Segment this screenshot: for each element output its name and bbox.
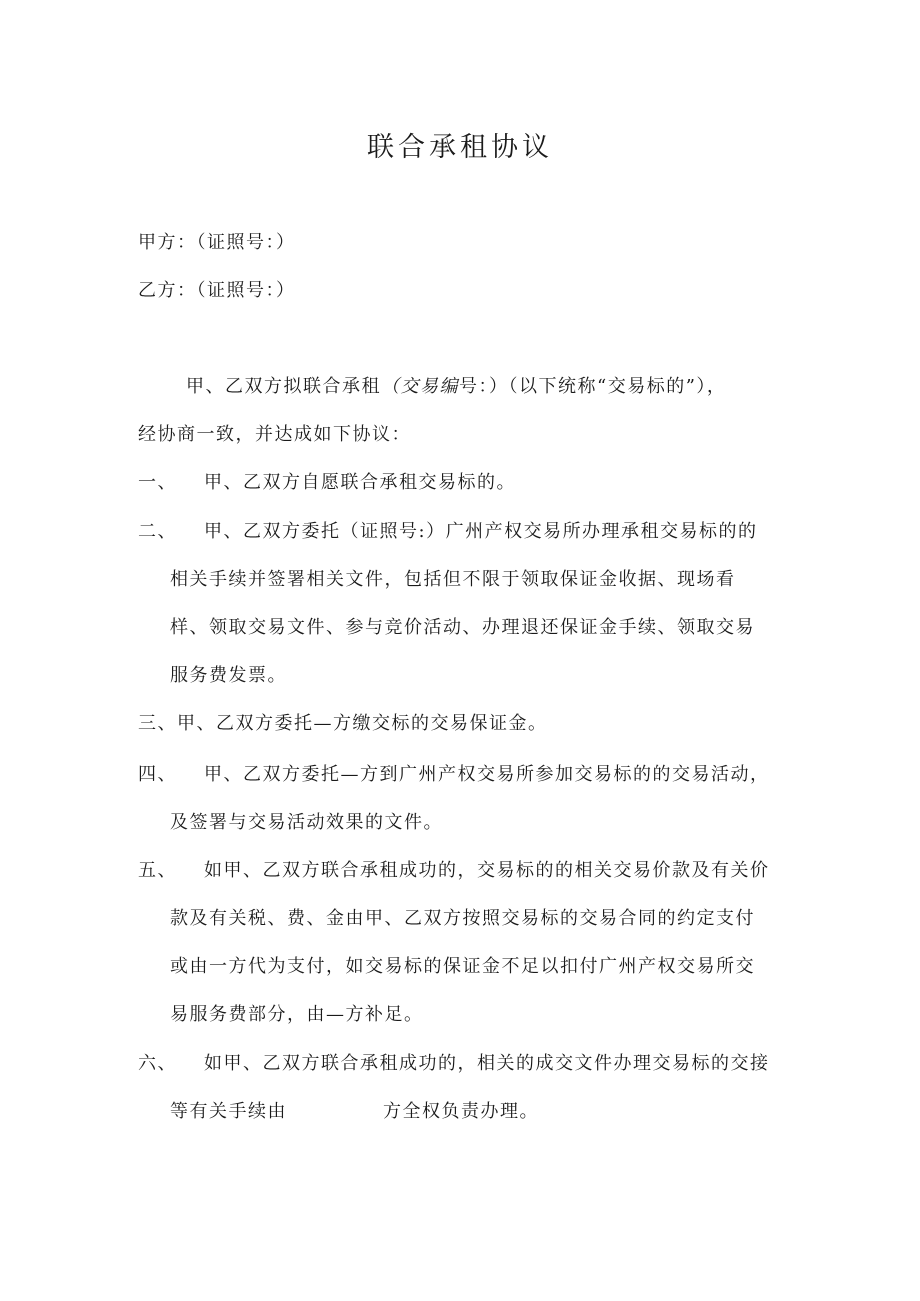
clause-3 xyxy=(138,710,548,738)
clause-text: 如甲、乙双方联合承租成功的，交易标的的相关交易价款及有关价 xyxy=(204,860,770,881)
clause-text-before-blank: 等有关手续由 xyxy=(170,1101,287,1122)
clause-6 xyxy=(138,1050,770,1078)
clause-2-continuation: 相关手续并签署相关文件，包括但不限于领取保证金收据、现场看 xyxy=(170,569,736,590)
clause-2-continuation: 样、领取交易文件、参与竞价活动、办理退还保证金手续、领取交易 xyxy=(170,617,755,638)
intro-text-start: 甲、乙双方拟联合承租 xyxy=(186,376,381,397)
clause-number: 二、 xyxy=(138,521,177,542)
clause-5-continuation: 易服务费部分，由—方补足。 xyxy=(170,1004,424,1025)
clause-text: 甲、乙双方自愿联合承租交易标的。 xyxy=(204,472,516,493)
clause-text: 甲、乙双方委托—方缴交标的交易保证金。 xyxy=(177,713,548,734)
clause-number: 五、 xyxy=(138,860,177,881)
clause-number: 六、 xyxy=(138,1053,177,1074)
clause-text: 甲、乙双方委托—方到广州产权交易所参加交易标的的交易活动， xyxy=(204,764,770,785)
clause-2-continuation: 服务费发票。 xyxy=(170,665,287,686)
clause-6-continuation xyxy=(170,1098,539,1126)
document-title: 联合承租协议 xyxy=(367,132,553,163)
clause-text-after-blank: 方全权负责办理。 xyxy=(383,1101,539,1122)
clause-5-continuation: 或由一方代为支付，如交易标的保证金不足以扣付广州产权交易所交 xyxy=(170,956,755,977)
party-a-line: 甲方：（证照号：） xyxy=(138,232,296,253)
clause-text: 如甲、乙双方联合承租成功的，相关的成交文件办理交易标的交接 xyxy=(204,1053,770,1074)
intro-text-end: 号：）（以下统称“交易标的”）， xyxy=(459,376,727,397)
clause-2 xyxy=(138,518,758,546)
clause-number: 三、 xyxy=(138,713,177,734)
clause-number: 四、 xyxy=(138,764,177,785)
clause-5-continuation: 款及有关税、费、金由甲、乙双方按照交易标的交易合同的约定支付 xyxy=(170,908,755,929)
clause-text: 甲、乙双方委托（证照号:）广州产权交易所办理承租交易标的的 xyxy=(204,521,758,542)
party-b-line: 乙方：（证照号：） xyxy=(138,280,296,301)
intro-paragraph-line-2: 经协商一致，并达成如下协议： xyxy=(138,424,411,445)
clause-4-continuation: 及签署与交易活动效果的文件。 xyxy=(170,812,443,833)
intro-trade-code-label: （交易编 xyxy=(381,376,459,397)
clause-5 xyxy=(138,857,770,885)
intro-paragraph-line-1 xyxy=(186,373,726,401)
clause-number: 一、 xyxy=(138,472,177,493)
clause-4 xyxy=(138,761,770,789)
clause-1 xyxy=(138,469,516,497)
